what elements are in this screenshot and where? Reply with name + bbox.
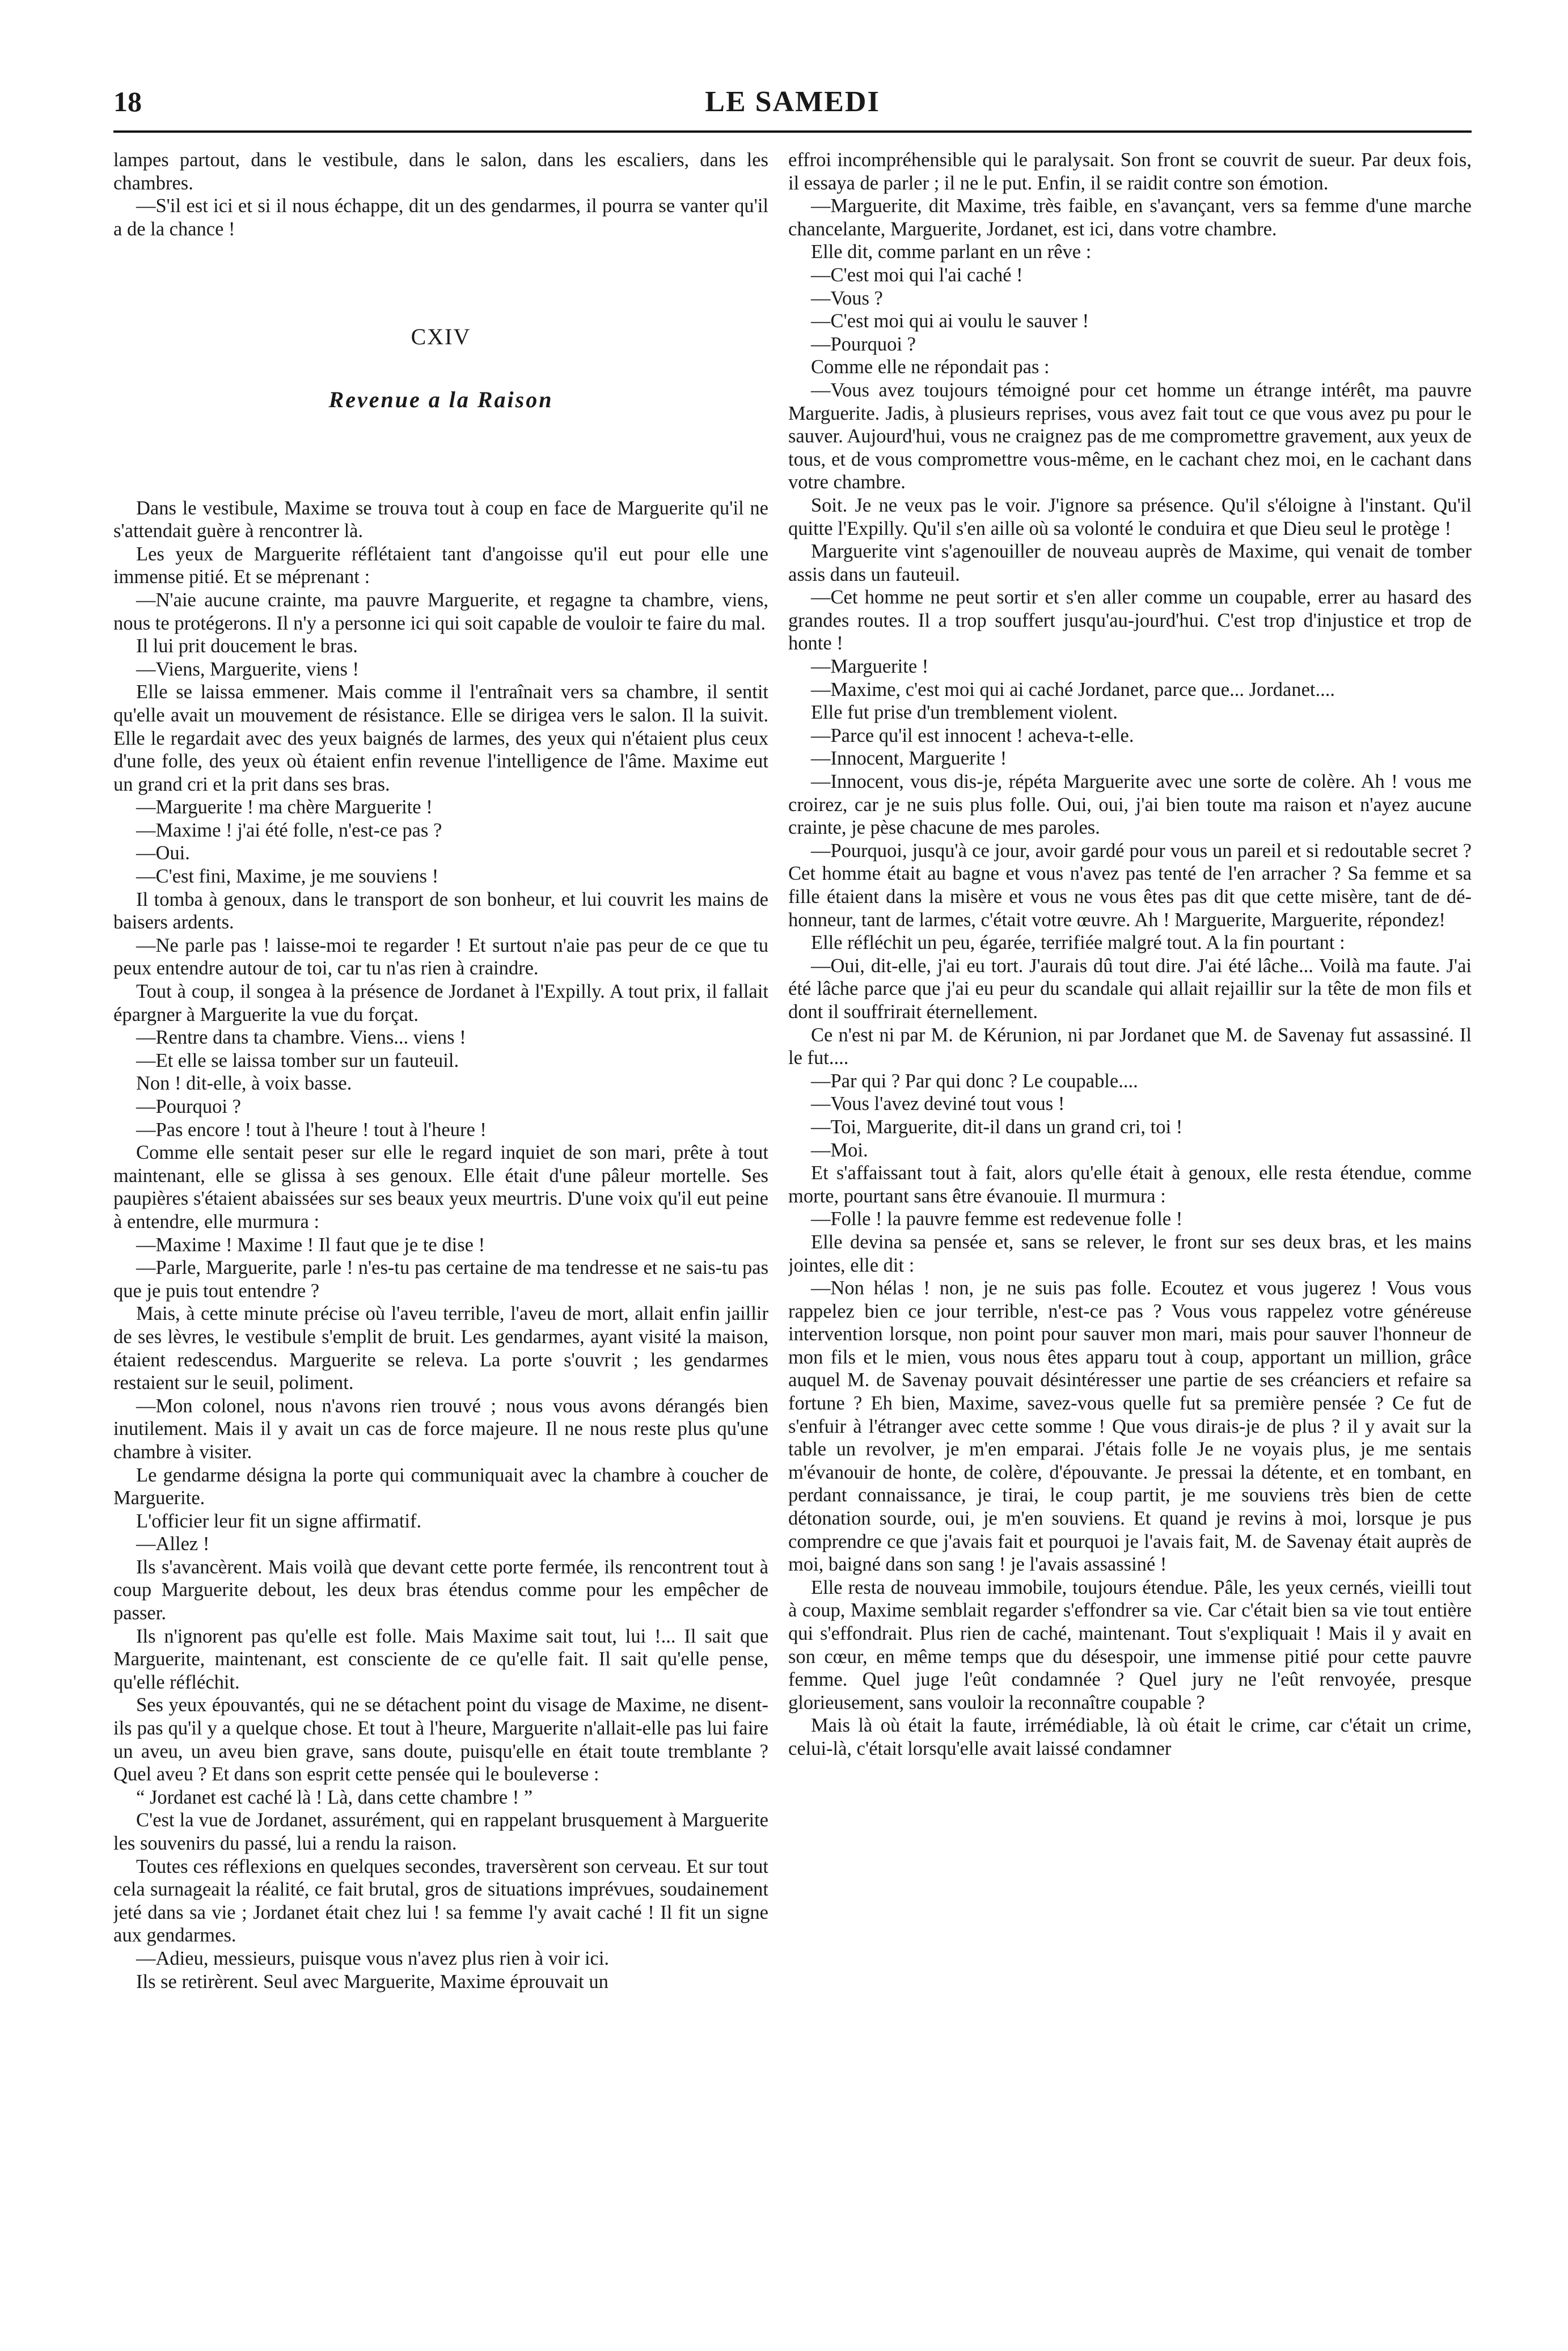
paragraph: Marguerite vint s'agenouiller de nouveau auprès de Maxime, qui venait de tomber assis dans un fauteuil.	[788, 541, 1472, 585]
paragraph: Ils n'ignorent pas qu'elle est folle. Mais Maxime sait tout, lui !... Il sait que Marguerite, maintenant, est consciente de ce qu'elle fait. Il sait qu'elle pense, qu'elle réfléchit.	[113, 1625, 768, 1693]
paragraph: —C'est moi qui l'ai caché !	[811, 264, 1023, 286]
paragraph: Comme elle sentait peser sur elle le regard inquiet de son mari, prête à tout maintenant, elle se glissa à ses genoux. Elle était d'une pâleur mortelle. Ses paupières s'étaient abaissées sur ses beaux yeux meurtris. D'une voix qu'il eut peine à entendre, elle murmura :	[113, 1142, 768, 1233]
paragraph: —Rentre dans ta chambre. Viens... viens !	[136, 1027, 466, 1049]
paragraph: —Maxime ! Maxime ! Il faut que je te dise !	[136, 1234, 485, 1256]
paragraph: —Folle ! la pauvre femme est redevenue folle !	[811, 1208, 1183, 1230]
paragraph: —Ne parle pas ! laisse-moi te regarder ! Et surtout n'aie pas peur de ce que tu peux entendre autour de toi, car tu n'as rien à craindre.	[113, 934, 768, 980]
paragraph: —Marguerite ! ma chère Marguerite !	[136, 796, 433, 818]
paragraph: —Maxime ! j'ai été folle, n'est-ce pas ?	[136, 819, 442, 841]
paragraph: Il tomba à genoux, dans le transport de son bonheur, et lui couvrit les mains de baisers ardents.	[113, 888, 768, 934]
left-column-body	[113, 497, 768, 1994]
paragraph: —Oui.	[136, 842, 190, 864]
paragraph: —Pas encore ! tout à l'heure ! tout à l'heure !	[136, 1118, 487, 1141]
intro-text	[113, 149, 768, 240]
paragraph: Elle dit, comme parlant en un rêve :	[811, 241, 1092, 263]
paragraph: —Allez !	[136, 1533, 210, 1555]
paragraph: —Innocent, vous dis-je, répéta Marguerite avec une sorte de colère. Ah ! vous me croirez, car je ne suis plus folle. Oui, oui, j'ai bien toute ma raison et n'ayez aucune crainte, je pèse chacune de mes paroles.	[788, 771, 1472, 839]
chapter-number: CXIV	[411, 324, 471, 350]
paragraph: L'officier leur fit un signe affirmatif.	[136, 1510, 422, 1532]
paragraph: “ Jordanet est caché là ! Là, dans cette chambre ! ”	[136, 1786, 533, 1808]
paragraph: —C'est fini, Maxime, je me souviens !	[136, 866, 439, 888]
paragraph: —Moi.	[811, 1139, 868, 1161]
paragraph: —Adieu, messieurs, puisque vous n'avez plus rien à voir ici.	[136, 1947, 610, 1969]
paragraph: —Vous ?	[811, 287, 883, 309]
paragraph: —Pourquoi, jusqu'à ce jour, avoir gardé pour vous un pareil et si redoutable secret ? Cet homme était au bagne et vous n'avez pas tenté de l'en arracher ? Sa femme et sa fille étaient dans la misère et vous ne vous êtes pas dit que cette misère, tant de dé-honneur, tant de larmes, c'était votre œuvre. Ah ! Marguerite, Marguerite, répondez!	[788, 839, 1472, 931]
paragraph: Mais, à cette minute précise où l'aveu terrible, l'aveu de mort, allait enfin jaillir de ses lèvres, le vestibule s'emplit de bruit. Les gendarmes, ayant visité la maison, étaient redescendus. Marguerite se releva. La porte s'ouvrit ; les gendarmes restaient sur le seuil, poliment.	[113, 1303, 768, 1394]
paragraph: Et s'affaissant tout à fait, alors qu'elle était à genoux, elle resta étendue, comme morte, pourtant sans être évanouie. Il murmura :	[788, 1162, 1472, 1207]
paragraph: —Marguerite !	[811, 656, 929, 678]
paragraph: Elle fut prise d'un tremblement violent.	[811, 702, 1118, 724]
paragraph: —Mon colonel, nous n'avons rien trouvé ; nous vous avons dérangés bien inutilement. Mais il y avait un cas de force majeure. Il ne nous reste plus qu'une chambre à visiter.	[113, 1395, 768, 1463]
paragraph: —Viens, Marguerite, viens !	[136, 658, 359, 680]
paragraph: effroi incompréhensible qui le paralysait. Son front se couvrit de sueur. Par deux fois, il essaya de parler ; il ne le put. Enfin, il se raidit contre son émotion.	[788, 149, 1472, 194]
paragraph: —Parce qu'il est innocent ! acheva-t-elle.	[811, 724, 1134, 746]
page-header	[113, 85, 1472, 133]
paragraph: —Par qui ? Par qui donc ? Le coupable....	[811, 1070, 1138, 1092]
paragraph: —Innocent, Marguerite !	[811, 748, 1007, 770]
paragraph: —Oui, dit-elle, j'ai eu tort. J'aurais dû tout dire. J'ai été lâche... Voilà ma faute. J'ai été lâche parce que j'ai eu peur du scandale qui allait rejaillir sur la tête de mon fils et dont il souffrirait éternellement.	[788, 955, 1472, 1023]
paragraph: Elle resta de nouveau immobile, toujours étendue. Pâle, les yeux cernés, vieilli tout à coup, Maxime semblait regarder s'effondrer sa vie. Car c'était bien sa vie tout entière qui s'effondrait. Plus rien de caché, maintenant. Tout s'expliquait ! Mais il y avait en son cœur, en même temps que du désespoir, une immense pitié pour cette pauvre femme. Quel juge l'eût condamnée ? Quel jury ne l'eût renvoyée, presque glorieusement, sans vouloir la reconnaître coupable ?	[788, 1576, 1472, 1713]
paragraph: Ce n'est ni par M. de Kérunion, ni par Jordanet que M. de Savenay fut assassiné. Il le fut....	[788, 1024, 1472, 1069]
paragraph: —Non hélas ! non, je ne suis pas folle. Ecoutez et vous jugerez ! Vous vous rappelez bien ce jour terrible, n'est-ce pas ? Vous vous rappelez votre généreuse intervention lorsque, non point pour sauver mon mari, mais pour sauver l'honneur de mon fils et le mien, vous nous êtes apparu tout à coup, apportant un million, grâce auquel M. de Savenay pouvait désintéresser une partie de ses créanciers et refaire sa fortune ? Eh bien, Maxime, savez-vous quelle fut sa première pensée ? Ce fut de s'enfuir à l'étranger avec cette somme ! Que vous dirais-je de plus ? il y avait sur la table un revolver, je m'en emparai. J'étais folle Je ne voyais plus, je me sentais m'évanouir de honte, de colère, d'épouvante. Je pressai la détente, et en tombant, en perdant connaissance, je tirai, le coup partit, je me souviens très bien de cette détonation sourde, oui, je m'en souviens. Et quand je revins à moi, lorsque je pus comprendre ce que j'avais fait et pourquoi je l'avais fait, M. de Savenay était auprès de moi, baigné dans son sang ! je l'avais assassiné !	[788, 1277, 1472, 1576]
left-column	[113, 149, 768, 2298]
paragraph: Tout à coup, il songea à la présence de Jordanet à l'Expilly. A tout prix, il fallait épargner à Marguerite la vue du forçat.	[113, 981, 768, 1025]
paragraph: Elle réfléchit un peu, égarée, terrifiée malgré tout. A la fin pourtant :	[811, 932, 1345, 954]
paragraph: Ses yeux épouvantés, qui ne se détachent point du visage de Maxime, ne disent-ils pas qu'il y a quelque chose. Et tout à l'heure, Marguerite n'allait-elle pas lui faire un aveu, un aveu bien grave, sans doute, puisqu'elle en était toute tremblante ? Quel aveu ? Et dans son esprit cette pensée qui le bouleverse :	[113, 1694, 768, 1786]
chapter-title: Revenue a la Raison	[328, 386, 553, 412]
paragraph: Soit. Je ne veux pas le voir. J'ignore sa présence. Qu'il s'éloigne à l'instant. Qu'il quitte l'Expilly. Qu'il s'en aille où sa volonté le conduira et que Dieu seul le protège !	[788, 494, 1472, 539]
paragraph: —C'est moi qui ai voulu le sauver !	[811, 310, 1089, 332]
paragraph: —Vous avez toujours témoigné pour cet homme un étrange intérêt, ma pauvre Marguerite. Jadis, à plusieurs reprises, vous avez fait tout ce que vous avez pu pour le sauver. Aujourd'hui, vous ne craignez pas de me compromettre gravement, aux yeux de tous, et de vous compromettre vous-même, en le cachant chez moi, en le cachant dans votre chambre.	[788, 379, 1472, 493]
paragraph: lampes partout, dans le vestibule, dans le salon, dans les escaliers, dans les chambres.	[113, 149, 768, 194]
paragraph: —Pourquoi ?	[811, 333, 916, 355]
right-column-body	[788, 149, 1472, 1761]
paragraph: —Parle, Marguerite, parle ! n'es-tu pas certaine de ma tendresse et ne sais-tu pas que je puis tout entendre ?	[113, 1257, 768, 1302]
paragraph: Ils s'avancèrent. Mais voilà que devant cette porte fermée, ils rencontrent tout à coup Marguerite debout, les deux bras étendus comme pour les empêcher de passer.	[113, 1556, 768, 1624]
paragraph: —Pourquoi ?	[136, 1096, 241, 1117]
paragraph: Elle devina sa pensée et, sans se relever, le front sur ses deux bras, et les mains jointes, elle dit :	[788, 1231, 1472, 1276]
paragraph: Les yeux de Marguerite réflétaient tant d'angoisse qu'il eut pour elle une immense pitié. Et se méprenant :	[113, 543, 768, 588]
paragraph: —N'aie aucune crainte, ma pauvre Marguerite, et regagne ta chambre, viens, nous te protégerons. Il n'y a personne ici qui soit capable de vouloir te faire du mal.	[113, 589, 768, 634]
paragraph: Non ! dit-elle, à voix basse.	[136, 1073, 352, 1095]
paragraph: —Maxime, c'est moi qui ai caché Jordanet, parce que... Jordanet....	[811, 678, 1335, 700]
paragraph: —Cet homme ne peut sortir et s'en aller comme un coupable, errer au hasard des grandes routes. Il a trop souffert jusqu'au-jourd'hui. C'est trop d'injustice et trop de honte !	[788, 586, 1472, 655]
page-number: 18	[113, 86, 142, 117]
paragraph: Elle se laissa emmener. Mais comme il l'entraînait vers sa chambre, il sentit qu'elle avait un mouvement de résistance. Elle se dirigea vers le salon. Il la suivit. Elle le regardait avec des yeux baignés de larmes, des yeux qui n'étaient plus ceux d'une folle, des yeux où étaient enfin revenue l'intelligence de l'âme. Maxime eut un grand cri et la prit dans ses bras.	[113, 681, 768, 795]
paragraph: C'est la vue de Jordanet, assurément, qui en rappelant brusquement à Marguerite les souvenirs du passé, lui a rendu la raison.	[113, 1809, 768, 1854]
paragraph: —Marguerite, dit Maxime, très faible, en s'avançant, vers sa femme d'une marche chancelante, Marguerite, Jordanet, est ici, dans votre chambre.	[788, 195, 1472, 240]
paragraph: Toutes ces réflexions en quelques secondes, traversèrent son cerveau. Et sur tout cela surnageait la réalité, ce fait brutal, gros de situations imprévues, soudainement jeté dans sa vie ; Jordanet était chez lui ! sa femme l'y avait caché ! Il fit un signe aux gendarmes.	[113, 1855, 768, 1947]
paragraph: —Vous l'avez deviné tout vous !	[811, 1093, 1065, 1115]
paragraph: Comme elle ne répondait pas :	[811, 356, 1050, 378]
paragraph: Le gendarme désigna la porte qui communiquait avec la chambre à coucher de Marguerite.	[113, 1464, 768, 1509]
journal-title: LE SAMEDI	[705, 86, 880, 118]
paragraph: Ils se retirèrent. Seul avec Marguerite, Maxime éprouvait un	[136, 1970, 608, 1993]
right-column	[788, 149, 1472, 2298]
paragraph: —S'il est ici et si il nous échappe, dit un des gendarmes, il pourra se vanter qu'il a de la chance !	[113, 195, 768, 240]
paragraph: Mais là où était la faute, irrémédiable, là où était le crime, car c'était un crime, celui-là, c'était lorsqu'elle avait laissé condamner	[788, 1715, 1472, 1759]
paragraph: —Toi, Marguerite, dit-il dans un grand cri, toi !	[811, 1116, 1183, 1138]
paragraph: —Et elle se laissa tomber sur un fauteuil.	[136, 1049, 459, 1071]
paragraph: Il lui prit doucement le bras.	[136, 635, 358, 657]
paragraph: Dans le vestibule, Maxime se trouva tout à coup en face de Marguerite qu'il ne s'attendait guère à rencontrer là.	[113, 497, 768, 542]
